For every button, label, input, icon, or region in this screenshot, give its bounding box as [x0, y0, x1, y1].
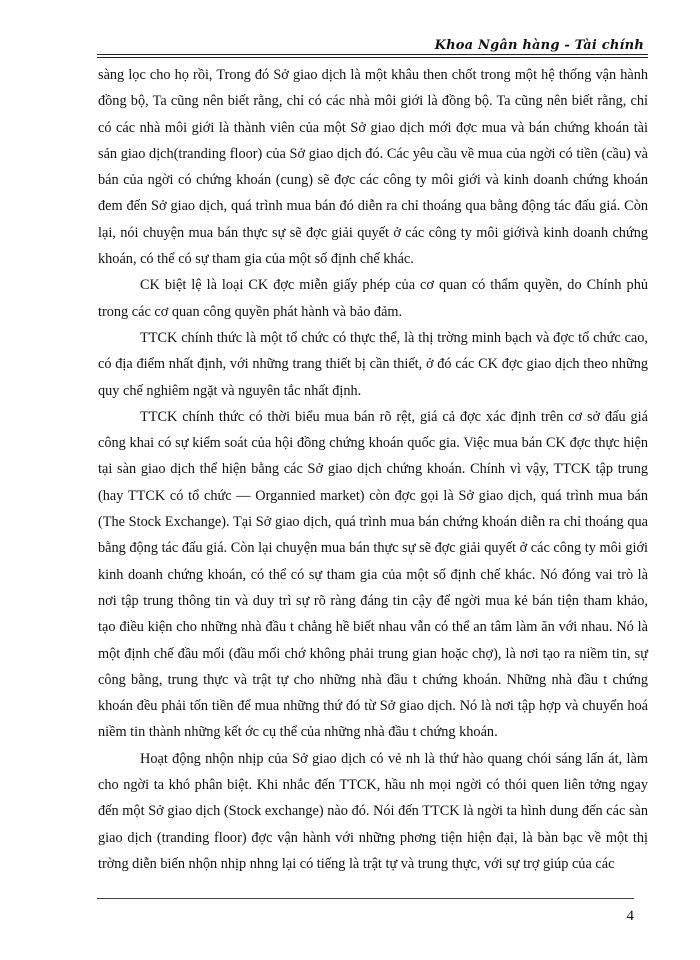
page-number: 4 — [626, 908, 634, 924]
paragraph: TTCK chính thức là một tổ chức có thực thể, là thị trờng minh bạch và đợc tổ chức cao, có địa điểm nhất định, với những trang thiết bị cần thiết, ở đó các CK đợc giao dịch theo những quy chế nghiêm ngặt và nguyên tắc nhất định. — [98, 329, 648, 399]
running-header: Khoa Ngân hàng - Tài chính — [434, 38, 644, 53]
paragraph: CK biệt lệ là loại CK đợc miễn giấy phép của cơ quan có thẩm quyền, do Chính phủ trong các cơ quan công quyền phát hành và bảo đảm. — [98, 277, 648, 320]
footer-rule — [97, 898, 634, 899]
paragraph: Hoạt động nhộn nhịp của Sở giao dịch có vẻ nh là thứ hào quang chói sáng lấn át, làm cho ngời ta khó phân biệt. Khi nhắc đến TTCK, hầu nh mọi ngời có thói quen liên tởng ngay đến một Sở giao dịch (Stock exchange) nào đó. Nói đến TTCK là ngời ta hình dung đến các sàn giao dịch (tranding floor) đợc vận hành với những phơng tiện hiện đại, là bàn bạc về một thị trờng diễn biến nhộn nhịp nhng lại có tiếng là trật tự và trung thực, với sự trợ giúp của các — [98, 750, 648, 872]
header-rule — [97, 54, 648, 55]
paragraph: sàng lọc cho họ rồi, Trong đó Sở giao dịch là một khâu then chốt trong một hệ thống vận hành đồng bộ, Ta cũng nên biết rằng, chỉ có các nhà môi giới là đồng bộ. Ta cũng nên biết rằng, chỉ có các nhà môi giới là thành viên của một Sở giao dịch mới đợc mua và bán chứng khoán tài sản giao dịch(tranding floor) của Sở giao dịch đó. Các yêu cầu về mua của ngời có tiền (cầu) và bán của ngời có chứng khoán (cung) sẽ đợc các công ty môi giới và kinh doanh chứng khoán đem đến Sở giao dịch, quá trình mua bán đó diễn ra chỉ thoáng qua bằng động tác đấu giá. Còn lại, nói chuyện mua bán thực sự sẽ đợc giải quyết ở các công ty môi giớivà kinh doanh chứng khoán, có thể có sự tham gia của một số định chế khác. — [98, 67, 648, 268]
body-text — [98, 62, 648, 877]
paragraph: TTCK chính thức có thời biểu mua bán rõ rệt, giá cả đợc xác định trên cơ sở đấu giá công khai có sự kiểm soát của hội đồng chứng khoán quốc gia. Việc mua bán CK đợc thực hiện tại sàn giao dịch thể hiện bằng các Sở giao dịch chứng khoán. Chính vì vậy, TTCK tập trung (hay TTCK có tổ chức — Organnied market) còn đợc gọi là Sở giao dịch, quá trình mua bán (The Stock Exchange). Tại Sở giao dịch, quá trình mua bán chứng khoán diễn ra chỉ thoáng qua bằng động tác đấu giá. Còn lại chuyện mua bán thực sự sẽ đợc giải quyết ở các công ty môi giới kinh doanh chứng khoán, có thể có sự tham gia của một số định chế khác. Nó đóng vai trò là nơi tập trung thông tin và duy trì sự rõ ràng đáng tin cậy để ngời mua kẻ bán tiện tham khảo, tạo điều kiện cho những nhà đầu t chẳng hề biết nhau vẫn có thể an tâm làm ăn với nhau. Nó là một định chế đầu mối (đầu mối chớ không phải trung gian hoặc chợ), là nơi tạo ra niềm tin, sự công bằng, trung thực và trật tự cho những nhà đầu t chứng khoán. Những nhà đầu t chứng khoán đều phải tốn tiền để mua những thứ đó từ Sở giao dịch. Nó là nơi tập hợp và chuyển hoá niềm tin thành những kết ớc cụ thể của những nhà đầu t chứng khoán. — [98, 408, 648, 741]
header-rule-thin — [97, 57, 648, 58]
